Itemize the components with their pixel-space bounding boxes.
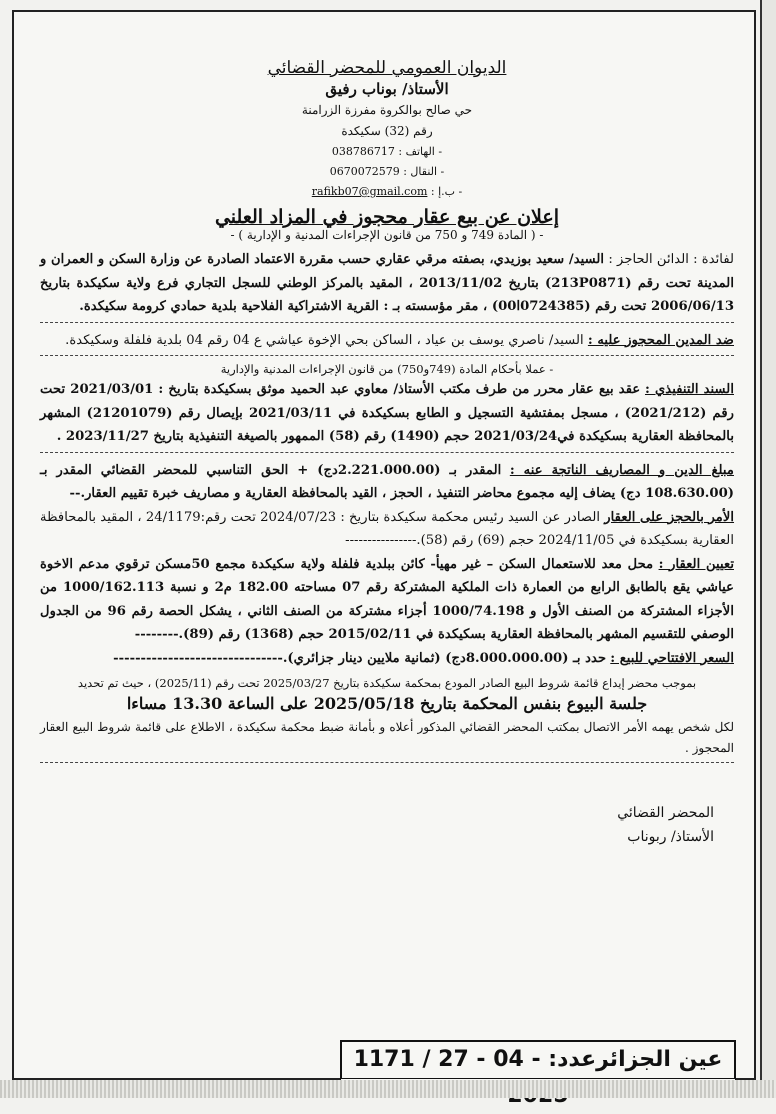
page-bottom-strip [0,1080,776,1098]
debtor-paragraph [40,329,734,353]
signature-title: المحضر القضائي [617,805,714,821]
property-paragraph [40,553,734,647]
divider [40,321,734,323]
creditor-label: لفائدة : الدائن الحاجز : [608,252,735,267]
debt-text: المقدر بـ (2.221.000.00دج) + الحق التناسبي للمحضر القضائي المقدر بـ (108.630.00 دج) يضاف إليه مجموع محاضر التنفيذ ، الحجز ، القيد بالمحافظة العقارية و مصاريف خبرة تقييم العقار.-- [40,462,734,501]
office-number: رقم (32) سكيكدة [341,124,433,138]
contact-note: لكل شخص يهمه الأمر الاتصال بمكتب المحضر القضائي المذكور أعلاه و بأمانة ضبط محكمة سكيكدة ، الاطلاع على قائمة شروط البيع العقار المحجوز . [40,720,734,755]
notice-title: إعلان عن بيع عقار محجوز في المزاد العلني [214,206,560,228]
executive-text: عقد بيع عقار محرر من طرف مكتب الأستاذ/ معاوي عبد الحميد موثق بسكيكدة بتاريخ : 2021/03/01 تحت رقم (2021/212) ، مسجل بمفتشية التسجيل و الطابع بسكيكدة في 2021/03/11 بإيصال رقم (21201079) المشهر بالمحافظة العقارية بسكيكدة في2021/03/24 حجم (1490) رقم (58) الممهور بالصيغة التنفيذية بتاريخ 2023/11/27 . [40,382,735,444]
creditor-paragraph [40,248,734,319]
debtor-text: السيد/ ناصري يوسف بن عياد ، الساكن بحي الإخوة عياشي ع 04 رقم 04 بلدية فلفلة وسكيكدة. [65,332,584,348]
email-address: rafikb07@gmail.com [311,185,428,198]
seizure-label: الأمر بالحجز على العقار [604,509,735,525]
newspaper-reference [340,1040,736,1081]
price-text: حدد بـ (8.000.000.00دج) (ثمانية ملايين دينار جزائري).------------------------------- [113,650,607,666]
email-label: - ب.إ : [430,185,463,198]
divider [40,761,734,763]
signature-block [40,801,734,849]
notice-document [12,10,756,1080]
legal-note: - عملا بأحكام المادة (749و750) من قانون الإجراءات المدنية والإدارية [220,362,554,376]
divider [40,451,734,453]
sale-session: جلسة البيوع بنفس المحكمة بتاريخ 2025/05/18 على الساعة 13.30 مساءا [126,694,648,713]
office-heading: الديوان العمومي للمحضر القضائي [267,58,507,78]
price-label: السعر الافتتاحي للبيع : [610,650,734,666]
debtor-label: ضد المدين المحجوز عليه : [587,332,734,348]
signature-name: الأستاذ/ ربوناب [627,829,714,845]
divider [40,354,734,356]
phone-line: - الهاتف : 038786717 [331,145,443,158]
reference-label: عين الجزائرعدد: [548,1047,723,1072]
debt-label: مبلغ الدين و المصاريف الناتجة عنه : [509,462,734,478]
property-text: محل معد للاستعمال السكن – غير مهيأ- كائن ببلدية فلفلة ولاية سكيكدة مجمع 50مسكن ترقوي مدعم الاخوة عياشي يقع بالطابق الرابع من العمارة ذات الملكية المشتركة رقم 07 مساحته 182.00 م2 و نسبة 1000/162.113 من الأجزاء المشتركة من الصنف الأول و 1000/74.198 أجزاء مشتركة من الصنف الثاني ، يشكل الحصة رقم 96 من الجدول الوصفي للتقسيم المشهر بالمحافظة العقارية بسكيكدة في 2015/02/11 حجم (1368) رقم (89).-------- [40,556,734,642]
page-edge-strip [760,0,776,1098]
creditor-text: السيد/ سعيد بوزيدي، بصفته مرقي عقاري حسب مقررة الاعتماد الصادرة عن وزارة السكن و العمران و المدينة تحت رقم (213P0871) بتاريخ 2013/11/02 ، المقيد بالمركز الوطني للسجل التجاري فرع ولاية سكيكدة بتاريخ 2006/06/13 تحت رقم (0724385ا00) ، مقر مؤسسته بـ : القرية الاشتراكية الفلاحية بلدية حمادي كرومة سكيكدة. [40,252,734,314]
reference-number: 1171 / 27 - 04 - [353,1047,541,1072]
deposit-note: بموجب محضر إيداع قائمة شروط البيع الصادر المودع بمحكمة سكيكدة بتاريخ 2025/03/27 تحت رقم (2025/11) ، حيث تم تحديد [77,676,697,690]
seizure-paragraph [40,506,734,553]
mobile-line: - النقال : 0670072579 [329,165,445,178]
notice-content [40,28,734,849]
price-paragraph [40,647,734,671]
bailiff-name: الأستاذ/ بوناب رفيق [325,80,449,98]
seizure-text: الصادر عن السيد رئيس محكمة سكيكدة بتاريخ : 2024/07/23 تحت رقم:24/1179 ، المقيد بالمحافظة العقارية بسكيكدة في 2024/11/05 حجم (69) رقم (58).---------------- [40,509,734,548]
executive-paragraph [40,378,734,449]
executive-label: السند التنفيذي : [644,382,734,397]
debt-paragraph [40,459,734,506]
property-label: تعيين العقار : [658,556,734,572]
email-line [40,182,734,202]
office-address: حي صالح بوالكروة مفرزة الزرامنة [301,103,473,117]
notice-subtitle: - ( المادة 749 و 750 من قانون الإجراءات المدنية و الإدارية ) - [230,228,544,242]
